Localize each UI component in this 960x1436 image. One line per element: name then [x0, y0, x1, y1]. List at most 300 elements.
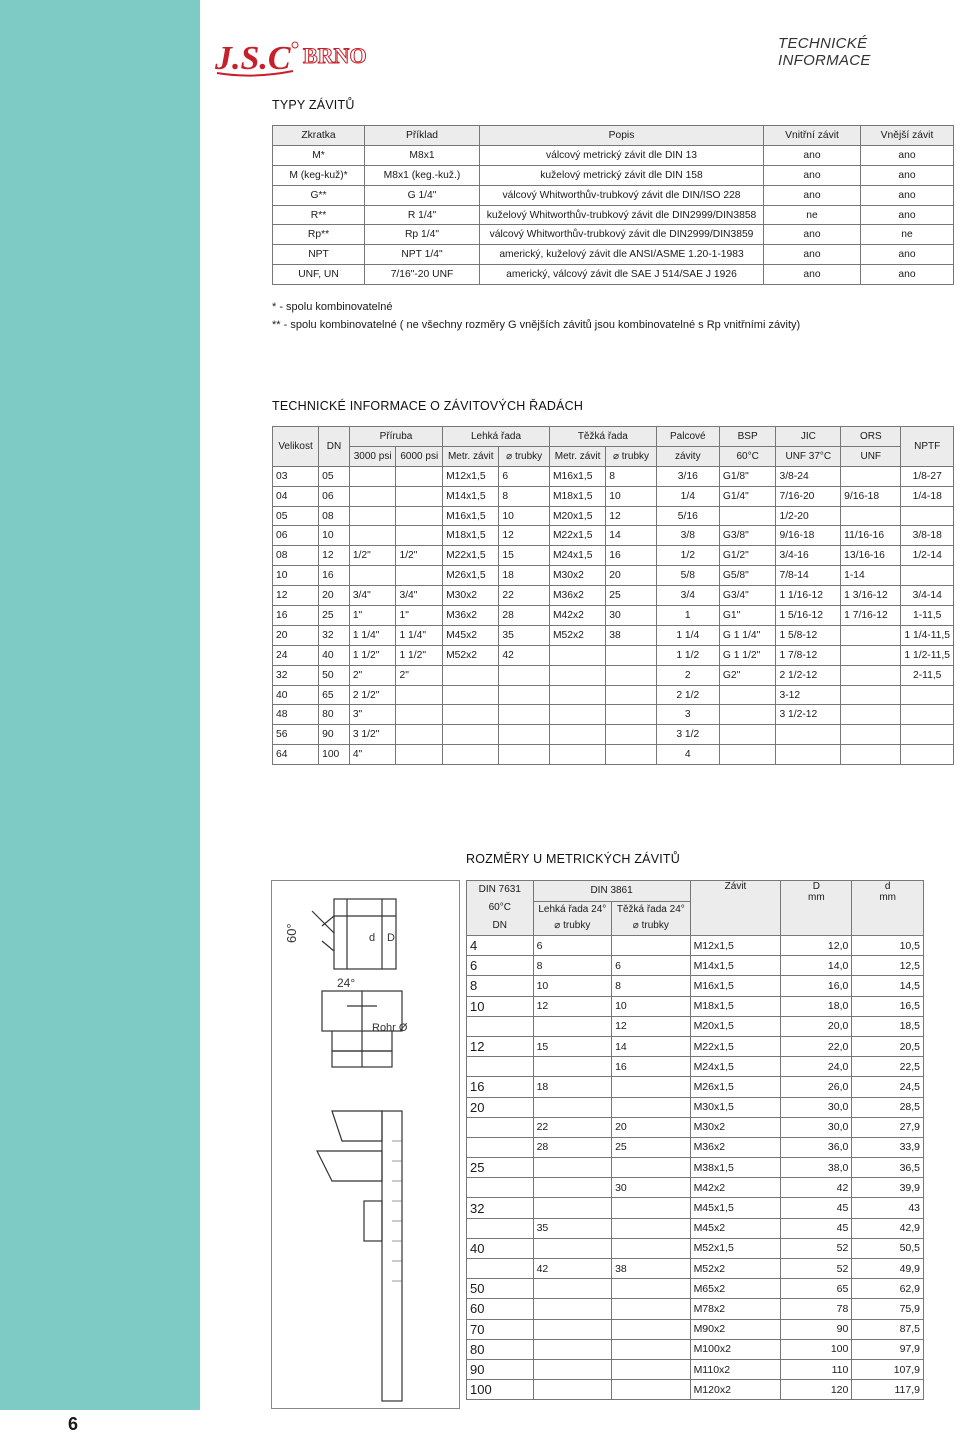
table-cell: 50,5	[852, 1238, 924, 1258]
table-cell: M45x2	[690, 1218, 781, 1238]
table-row	[467, 1319, 924, 1339]
table-cell: M36x2	[690, 1137, 781, 1157]
sidebar-accent-band	[0, 0, 200, 1410]
metric-title: ROZMĚRY U METRICKÝCH ZÁVITŮ	[466, 852, 680, 866]
table-cell: 25	[467, 1158, 534, 1178]
table-cell	[719, 725, 776, 745]
table-cell	[719, 705, 776, 725]
col-header: NPTF	[901, 427, 954, 467]
table-row	[467, 996, 924, 1016]
table-cell: M45x1,5	[690, 1198, 781, 1218]
table-cell: 3/8-24	[776, 466, 841, 486]
table-cell: 4	[467, 936, 534, 956]
table-cell: 12	[606, 506, 657, 526]
table-row	[273, 546, 954, 566]
table-cell: ano	[861, 165, 954, 185]
table-cell: 8	[533, 956, 612, 976]
col-header	[852, 881, 924, 936]
table-cell	[499, 725, 550, 745]
table-cell: UNF, UN	[273, 265, 365, 285]
col-header-label: trubky	[621, 450, 650, 462]
table-cell: M100x2	[690, 1339, 781, 1359]
col-header-label: Lehká řada 24°	[538, 904, 607, 916]
table-cell: 6	[467, 956, 534, 976]
table-cell: 20	[467, 1097, 534, 1117]
table-cell: 25	[606, 586, 657, 606]
table-cell	[612, 936, 691, 956]
table-cell: 60	[467, 1299, 534, 1319]
col-header	[499, 446, 550, 466]
table-cell	[606, 645, 657, 665]
table-cell: 100	[467, 1380, 534, 1400]
table-row	[273, 466, 954, 486]
table-cell	[533, 1057, 612, 1077]
note-double: ** - spolu kombinovatelné ( ne všechny rozměry G vnějších závitů jsou kombinovatelné s Rp vnitřními závity)	[272, 319, 801, 331]
table-cell: Rp 1/4"	[365, 225, 480, 245]
table-cell: 16	[612, 1057, 691, 1077]
table-cell: 1 7/16-12	[841, 606, 901, 626]
table-cell: 10	[606, 486, 657, 506]
table-cell: 90	[781, 1319, 852, 1339]
table-cell: 80	[319, 705, 350, 725]
table-cell	[901, 725, 954, 745]
table-cell: 42	[533, 1259, 612, 1279]
table-cell: 1 1/2"	[396, 645, 443, 665]
col-header: Metr. závit	[443, 446, 499, 466]
col-header: UNF	[841, 446, 901, 466]
table-row	[467, 1137, 924, 1157]
col-header	[533, 901, 612, 935]
table-cell: 16,0	[781, 976, 852, 996]
table-cell	[901, 705, 954, 725]
table-cell: 2"	[396, 665, 443, 685]
col-header: Popis	[480, 126, 764, 146]
header-title: TECHNICKÉ INFORMACE	[778, 35, 871, 69]
table-cell: 2 1/2"	[349, 685, 396, 705]
col-header: Příruba	[349, 427, 442, 447]
table-cell	[467, 1218, 534, 1238]
table-cell: M8x1 (keg.-kuž.)	[365, 165, 480, 185]
thread-drawing	[271, 880, 460, 1409]
table-cell	[396, 725, 443, 745]
col-header: 60°C	[719, 446, 776, 466]
table-cell	[612, 1218, 691, 1238]
table-row	[273, 705, 954, 725]
table-cell: NPT	[273, 245, 365, 265]
table-cell: 78	[781, 1299, 852, 1319]
table-cell	[719, 506, 776, 526]
table-cell: M36x2	[443, 606, 499, 626]
table-cell	[533, 1299, 612, 1319]
table-cell: 50	[319, 665, 350, 685]
table-cell: 20	[319, 586, 350, 606]
table-cell: 65	[781, 1279, 852, 1299]
table-cell: 18	[499, 566, 550, 586]
table-row	[467, 1359, 924, 1379]
table-cell: 1"	[349, 606, 396, 626]
table-cell: 16	[467, 1077, 534, 1097]
table-cell: M38x1,5	[690, 1158, 781, 1178]
table-cell	[396, 566, 443, 586]
table-cell: 15	[533, 1036, 612, 1056]
table-cell: M26x1,5	[690, 1077, 781, 1097]
table-cell: 05	[273, 506, 319, 526]
table-cell	[719, 745, 776, 765]
table-cell: 3/16	[656, 466, 719, 486]
table-cell	[549, 705, 605, 725]
table-cell: M30x2	[690, 1117, 781, 1137]
table-cell	[467, 1178, 534, 1198]
table-cell: G**	[273, 185, 365, 205]
table-cell: 1 3/16-12	[841, 586, 901, 606]
table-cell: 1-11,5	[901, 606, 954, 626]
table-cell: 10	[319, 526, 350, 546]
dimension-label: D	[387, 932, 395, 944]
table-cell: 10	[499, 506, 550, 526]
table-cell	[841, 725, 901, 745]
table-cell	[841, 685, 901, 705]
table-cell	[533, 1158, 612, 1178]
table-row	[467, 1238, 924, 1258]
table-cell: 107,9	[852, 1359, 924, 1379]
table-cell	[776, 745, 841, 765]
table-cell: 120	[781, 1380, 852, 1400]
table-row	[467, 1016, 924, 1036]
table-cell: 1 1/16-12	[776, 586, 841, 606]
table-cell: 6	[533, 936, 612, 956]
table-cell: 20	[606, 566, 657, 586]
table-cell	[533, 1178, 612, 1198]
table-cell	[533, 1339, 612, 1359]
col-header: Těžká řada	[549, 427, 656, 447]
table-cell: M42x2	[549, 606, 605, 626]
table-cell	[612, 1097, 691, 1117]
table-cell: 1	[656, 606, 719, 626]
table-cell: kuželový Whitworthův-trubkový závit dle DIN2999/DIN3858	[480, 205, 764, 225]
table-cell: 3/4"	[396, 586, 443, 606]
table-cell: 1"	[396, 606, 443, 626]
table-cell: M18x1,5	[443, 526, 499, 546]
table-cell: G5/8"	[719, 566, 776, 586]
diameter-icon: ⌀	[554, 920, 561, 932]
thread-notes	[272, 298, 800, 334]
table-cell: 1/2-20	[776, 506, 841, 526]
table-row	[273, 185, 954, 205]
table-cell	[349, 526, 396, 546]
table-cell: 20,0	[781, 1016, 852, 1036]
table-cell: 14	[612, 1036, 691, 1056]
angle-label: 60°	[284, 923, 299, 943]
table-cell: 25	[319, 606, 350, 626]
metric-table	[466, 880, 924, 1400]
table-cell	[606, 685, 657, 705]
table-row	[467, 1299, 924, 1319]
table-cell	[841, 645, 901, 665]
table-cell	[612, 1319, 691, 1339]
table-cell: 8	[612, 976, 691, 996]
table-cell: ne	[861, 225, 954, 245]
table-cell: 8	[499, 486, 550, 506]
table-cell: 06	[319, 486, 350, 506]
table-cell: 42	[499, 645, 550, 665]
table-cell: ano	[764, 145, 861, 165]
col-header-label: trubky	[641, 920, 669, 932]
table-row	[273, 606, 954, 626]
table-cell: 40	[319, 645, 350, 665]
table-cell: 9/16-18	[841, 486, 901, 506]
angle-label: 24°	[337, 976, 356, 990]
table-cell	[901, 566, 954, 586]
table-cell: R 1/4"	[365, 205, 480, 225]
table-cell: ano	[764, 165, 861, 185]
col-header-label: DIN 7631	[478, 884, 521, 895]
table-cell: 5/8	[656, 566, 719, 586]
col-header: BSP	[719, 427, 776, 447]
table-row	[273, 725, 954, 745]
table-cell: 2-11,5	[901, 665, 954, 685]
table-cell: M16x1,5	[549, 466, 605, 486]
diameter-icon: ⌀	[632, 920, 639, 932]
table-cell: 16,5	[852, 996, 924, 1016]
table-cell	[533, 1097, 612, 1117]
table-cell: 6	[499, 466, 550, 486]
table-cell	[533, 1238, 612, 1258]
table-cell: 06	[273, 526, 319, 546]
table-cell: 36,0	[781, 1137, 852, 1157]
table-cell: 100	[319, 745, 350, 765]
table-cell: M (keg-kuž)*	[273, 165, 365, 185]
col-header-label	[615, 918, 687, 934]
table-cell: 25	[612, 1137, 691, 1157]
table-cell: 87,5	[852, 1319, 924, 1339]
table-cell: M24x1,5	[690, 1057, 781, 1077]
table-cell: 62,9	[852, 1279, 924, 1299]
table-cell: 3 1/2	[656, 725, 719, 745]
table-cell: kuželový metrický závit dle DIN 158	[480, 165, 764, 185]
table-cell: 18	[533, 1077, 612, 1097]
table-cell: 10	[273, 566, 319, 586]
table-cell: G3/8"	[719, 526, 776, 546]
table-cell: 2"	[349, 665, 396, 685]
table-cell: 14,5	[852, 976, 924, 996]
table-cell	[549, 665, 605, 685]
table-cell: 3 1/2"	[349, 725, 396, 745]
table-cell: 12,0	[781, 936, 852, 956]
table-cell: 08	[319, 506, 350, 526]
table-cell: 1 5/8-12	[776, 625, 841, 645]
table-cell: G1/8"	[719, 466, 776, 486]
table-row	[467, 1077, 924, 1097]
col-header: Velikost	[273, 427, 319, 467]
table-cell: 90	[467, 1359, 534, 1379]
table-row	[273, 486, 954, 506]
table-row	[273, 526, 954, 546]
table-cell: G1/2"	[719, 546, 776, 566]
table-cell	[396, 486, 443, 506]
table-cell	[612, 1198, 691, 1218]
table-cell	[549, 745, 605, 765]
table-cell: 1/2"	[349, 546, 396, 566]
table-cell: 38	[606, 625, 657, 645]
table-row	[467, 1158, 924, 1178]
table-cell: 22	[499, 586, 550, 606]
table-cell	[719, 685, 776, 705]
table-cell: 7/16-20	[776, 486, 841, 506]
table-cell: ano	[861, 205, 954, 225]
col-header-label	[537, 918, 609, 934]
table-cell: 2	[656, 665, 719, 685]
table-cell: M22x1,5	[443, 546, 499, 566]
table-cell	[349, 566, 396, 586]
table-cell: M*	[273, 145, 365, 165]
table-cell: 6	[612, 956, 691, 976]
table-cell: 10	[467, 996, 534, 1016]
table-header-row	[467, 881, 924, 902]
table-cell: 33,9	[852, 1137, 924, 1157]
table-cell	[467, 1016, 534, 1036]
col-header-label: D	[812, 881, 820, 892]
col-header: 6000 psi	[396, 446, 443, 466]
table-cell: 7/8-14	[776, 566, 841, 586]
table-cell: 14,0	[781, 956, 852, 976]
table-cell	[396, 526, 443, 546]
table-cell: 1/2	[656, 546, 719, 566]
table-cell	[901, 745, 954, 765]
col-header-label: 60°C	[488, 902, 511, 913]
table-row	[273, 265, 954, 285]
table-cell: 1/2"	[396, 546, 443, 566]
table-cell: M18x1,5	[549, 486, 605, 506]
table-cell	[533, 1279, 612, 1299]
table-row	[467, 936, 924, 956]
table-cell: 1 1/2	[656, 645, 719, 665]
brand-logo	[213, 33, 388, 79]
table-cell: ano	[764, 245, 861, 265]
table-cell: M20x1,5	[549, 506, 605, 526]
table-cell: ano	[764, 185, 861, 205]
table-row	[467, 1339, 924, 1359]
table-cell: M20x1,5	[690, 1016, 781, 1036]
table-cell: M52x1,5	[690, 1238, 781, 1258]
table-cell: 35	[499, 625, 550, 645]
table-cell: 3/4-16	[776, 546, 841, 566]
tube-label: Rohr Ø	[372, 1022, 408, 1034]
table-cell	[901, 506, 954, 526]
table-cell: 1/2-14	[901, 546, 954, 566]
table-cell: 1 7/8-12	[776, 645, 841, 665]
table-cell: 97,9	[852, 1339, 924, 1359]
table-cell: válcový Whitworthův-trubkový závit dle DIN/ISO 228	[480, 185, 764, 205]
table-cell: 40	[467, 1238, 534, 1258]
col-header: Vnitřní závit	[764, 126, 861, 146]
col-header-label: mm	[879, 892, 896, 903]
col-header	[606, 446, 657, 466]
col-header: závity	[656, 446, 719, 466]
table-cell: válcový metrický závit dle DIN 13	[480, 145, 764, 165]
table-cell: M22x1,5	[549, 526, 605, 546]
col-header	[781, 881, 852, 936]
table-cell: 08	[273, 546, 319, 566]
table-cell: 45	[781, 1218, 852, 1238]
table-cell: M30x2	[549, 566, 605, 586]
col-header: 3000 psi	[349, 446, 396, 466]
table-cell: 18,5	[852, 1016, 924, 1036]
table-cell	[606, 725, 657, 745]
table-cell: 13/16-16	[841, 546, 901, 566]
table-cell: M16x1,5	[690, 976, 781, 996]
table-cell	[776, 725, 841, 745]
table-cell: 10,5	[852, 936, 924, 956]
table-cell: 38,0	[781, 1158, 852, 1178]
table-cell	[533, 1380, 612, 1400]
table-cell	[499, 685, 550, 705]
table-cell: 27,9	[852, 1117, 924, 1137]
col-header: DN	[319, 427, 350, 467]
table-cell: M45x2	[443, 625, 499, 645]
table-cell	[549, 685, 605, 705]
col-header: Palcové	[656, 427, 719, 447]
table-cell: 2 1/2	[656, 685, 719, 705]
table-cell: G3/4"	[719, 586, 776, 606]
table-cell: americký, válcový závit dle SAE J 514/SAE J 1926	[480, 265, 764, 285]
table-cell: 8	[606, 466, 657, 486]
table-cell: 20	[273, 625, 319, 645]
table-cell: 12,5	[852, 956, 924, 976]
note-single: * - spolu kombinovatelné	[272, 301, 393, 313]
table-cell: 3"	[349, 705, 396, 725]
table-cell: 1 1/4"	[349, 625, 396, 645]
table-cell: 30	[606, 606, 657, 626]
table-cell	[349, 466, 396, 486]
table-cell: 12	[533, 996, 612, 1016]
table-cell: americký, kuželový závit dle ANSI/ASME 1.20-1-1983	[480, 245, 764, 265]
table-cell: 16	[606, 546, 657, 566]
table-cell: G 1 1/4"	[719, 625, 776, 645]
table-row	[273, 566, 954, 586]
table-cell	[533, 1319, 612, 1339]
table-row	[273, 645, 954, 665]
table-cell: 36,5	[852, 1158, 924, 1178]
table-cell: M52x2	[690, 1259, 781, 1279]
table-cell: 4	[656, 745, 719, 765]
table-cell: válcový Whitworthův-trubkový závit dle DIN2999/DIN3859	[480, 225, 764, 245]
table-cell: M30x1,5	[690, 1097, 781, 1117]
table-cell	[841, 665, 901, 685]
col-header-label: DN	[492, 920, 507, 931]
table-cell	[841, 466, 901, 486]
col-header: ORS	[841, 427, 901, 447]
table-cell: M8x1	[365, 145, 480, 165]
table-cell	[443, 705, 499, 725]
table-cell: 64	[273, 745, 319, 765]
table-cell: 05	[319, 466, 350, 486]
table-cell	[443, 685, 499, 705]
table-cell	[606, 745, 657, 765]
table-cell: 16	[273, 606, 319, 626]
table-cell: 3/4"	[349, 586, 396, 606]
table-cell: M30x2	[443, 586, 499, 606]
table-cell: M12x1,5	[443, 466, 499, 486]
table-header-row	[273, 427, 954, 447]
table-cell: G2"	[719, 665, 776, 685]
table-cell: Rp**	[273, 225, 365, 245]
table-cell	[901, 685, 954, 705]
table-cell	[612, 1238, 691, 1258]
table-cell: 12	[273, 586, 319, 606]
table-cell: 15	[499, 546, 550, 566]
table-cell: 117,9	[852, 1380, 924, 1400]
table-cell: M42x2	[690, 1178, 781, 1198]
